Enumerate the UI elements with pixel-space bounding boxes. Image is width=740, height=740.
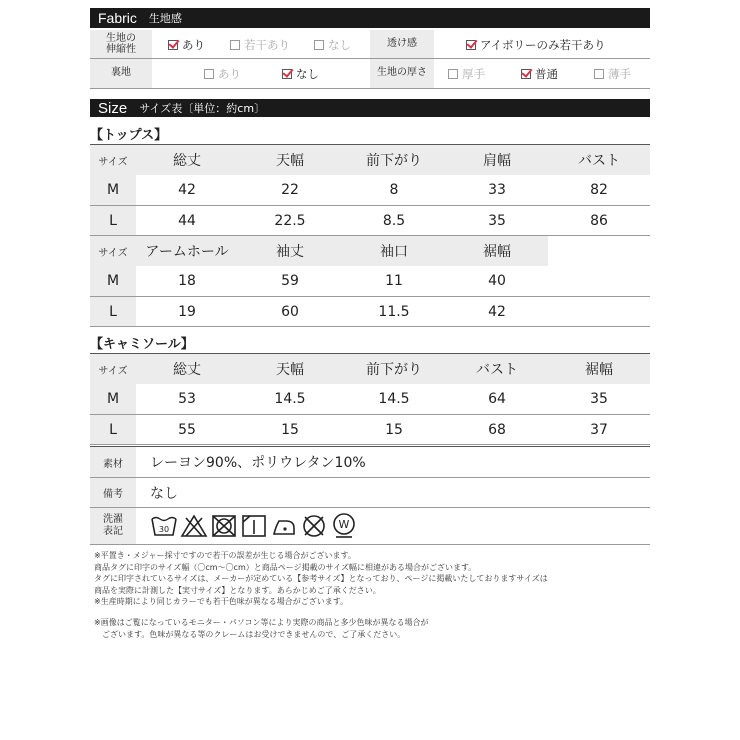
checkbox-icon	[448, 69, 458, 79]
table-cell: 15	[385, 422, 403, 438]
table-cell: 14.5	[274, 391, 306, 407]
sheer-option-ivory[interactable]	[466, 37, 605, 53]
table-cell: 60	[281, 304, 299, 320]
thickness-option-thick[interactable]	[448, 66, 485, 82]
tops-header: 総丈	[173, 153, 201, 169]
wet-clean-icon	[330, 512, 358, 540]
option-label: 普通	[535, 67, 558, 81]
remarks-value: なし	[150, 485, 178, 502]
no-bleach-icon	[180, 512, 208, 540]
stretch-option-none[interactable]	[314, 37, 351, 53]
cami-size-m: M	[106, 391, 120, 407]
table-cell: 55	[178, 422, 196, 438]
wash-30-icon	[150, 512, 178, 540]
option-label: なし	[328, 38, 351, 52]
table-cell: 40	[488, 273, 506, 289]
tops-size-m: M	[106, 182, 120, 198]
table-cell: 19	[178, 304, 196, 320]
option-label: アイボリーのみ若干あり	[480, 38, 606, 52]
stretch-option-ari[interactable]	[168, 37, 205, 53]
tops-size-label: サイズ	[98, 156, 128, 168]
option-label: 厚手	[462, 67, 485, 81]
lining-option-none[interactable]	[282, 66, 319, 82]
checkbox-icon	[594, 69, 604, 79]
checkbox-checked-icon	[521, 69, 531, 79]
no-tumble-dry-icon	[210, 512, 238, 540]
stretch-label-line1: 生地の	[106, 32, 136, 44]
option-label: 若干あり	[244, 38, 290, 52]
table-cell: 42	[178, 182, 196, 198]
fabric-title: Fabric	[98, 10, 137, 26]
table-cell: 64	[488, 391, 506, 407]
tops-size-label-2: サイズ	[98, 247, 128, 259]
table-cell: 11.5	[378, 304, 410, 320]
checkbox-checked-icon	[168, 40, 178, 50]
material-value: レーヨン90%、ポリウレタン10%	[150, 455, 366, 471]
no-dry-clean-icon	[300, 512, 328, 540]
tops-header: 肩幅	[483, 153, 511, 169]
table-cell: 11	[385, 273, 403, 289]
option-label: なし	[296, 67, 319, 81]
iron-low-icon	[270, 512, 298, 540]
note-line: タグに印字されているサイズは、メーカーが定めている【参考サイズ】となっており、ページに掲載いたしておりますサイズは	[94, 574, 548, 583]
table-cell: 35	[488, 213, 506, 229]
fabric-bottom-line	[90, 88, 650, 89]
remarks-label: 備考	[103, 489, 123, 500]
table-cell: 8.5	[382, 213, 406, 229]
checkbox-icon	[230, 40, 240, 50]
notes-block	[94, 550, 654, 608]
tops-header: 袖口	[380, 244, 408, 260]
note-line: ※平置き・メジャー採寸ですので若干の誤差が生じる場合がございます。	[94, 551, 356, 560]
option-label: あり	[182, 38, 205, 52]
sheer-label: 透け感	[387, 38, 417, 50]
option-label: あり	[218, 67, 241, 81]
tops-size-l: L	[109, 304, 117, 320]
cami-header: バスト	[476, 362, 518, 378]
table-cell: 33	[488, 182, 506, 198]
cami-size-label: サイズ	[98, 365, 128, 377]
cami-header: 天幅	[276, 362, 304, 378]
table-cell: 86	[590, 213, 608, 229]
tops-size-l: L	[109, 213, 117, 229]
table-cell: 42	[488, 304, 506, 320]
note-line: ※生産時期により同じカラーでも若干色味が異なる場合がございます。	[94, 597, 349, 606]
cami-header: 前下がり	[366, 362, 422, 378]
notes-block-2	[94, 617, 654, 640]
lining-option-ari[interactable]	[204, 66, 241, 82]
note-line: 商品を実際に計測した【実寸サイズ】となります。あらかじめご了承ください。	[94, 585, 381, 595]
care-symbols	[150, 512, 358, 540]
line-dry-shade-icon	[240, 512, 268, 540]
table-cell: 44	[178, 213, 196, 229]
material-label: 素材	[103, 458, 123, 470]
thickness-option-normal[interactable]	[521, 66, 558, 82]
table-cell: 8	[389, 182, 399, 198]
tops-header: 天幅	[276, 153, 304, 169]
tops-size-m: M	[106, 273, 120, 289]
table-cell: 68	[488, 422, 506, 438]
table-cell: 14.5	[378, 391, 410, 407]
wet-letter-text: W	[338, 518, 350, 531]
table-cell: 37	[590, 422, 608, 438]
tops-header: バスト	[578, 153, 620, 169]
info-bottom-line	[90, 544, 650, 545]
cami-header: 総丈	[173, 362, 201, 378]
tops-header: 袖丈	[276, 244, 304, 260]
fabric-subtitle: 生地感	[148, 12, 182, 25]
care-label	[90, 510, 136, 542]
checkbox-icon	[204, 69, 214, 79]
table-cell: 22	[281, 182, 299, 198]
table-cell: 59	[281, 273, 299, 289]
checkbox-checked-icon	[466, 40, 476, 50]
fabric-header-bar	[90, 8, 650, 28]
tops-heading: 【トップス】	[90, 128, 168, 143]
stretch-label	[90, 31, 152, 57]
tops-header: 裾幅	[483, 244, 511, 260]
note-line: ※画像はご覧になっているモニター・パソコン等により実際の商品と多少色味が異なる場合が	[94, 618, 429, 627]
table-cell: 22.5	[274, 213, 306, 229]
stretch-label-line2: 伸縮性	[106, 44, 136, 55]
size-title: Size	[98, 99, 128, 117]
table-cell: 82	[590, 182, 608, 198]
care-label-line1: 洗濯	[103, 514, 123, 525]
cami-header: 裾幅	[585, 362, 613, 378]
info-row-line	[90, 507, 650, 508]
checkbox-icon	[314, 40, 324, 50]
tops-header: アームホール	[145, 244, 229, 260]
note-line: ございます。色味が異なる等のクレームはお受けできませんので、ご了承ください。	[102, 629, 406, 639]
lining-label: 裏地	[111, 67, 131, 79]
stretch-option-slight[interactable]	[230, 37, 290, 53]
checkbox-checked-icon	[282, 69, 292, 79]
cami-size-l: L	[109, 422, 117, 438]
cami-heading: 【キャミソール】	[90, 337, 194, 352]
wash-temp-text: 30	[158, 525, 170, 534]
care-label-line2: 表記	[103, 526, 123, 537]
table-cell: 18	[178, 273, 196, 289]
option-label: 薄手	[608, 67, 631, 81]
table-cell: 53	[178, 391, 196, 407]
size-header-bar	[90, 99, 650, 117]
tops-header: 前下がり	[366, 153, 422, 169]
table-cell: 15	[281, 422, 299, 438]
note-line: 商品タグに印字のサイズ幅（〇cm〜〇cm）と商品ページ掲載のサイズ幅に相違がある場合がございます。	[94, 562, 477, 572]
size-subtitle: サイズ表〔単位：約cm〕	[139, 102, 266, 115]
table-cell: 35	[590, 391, 608, 407]
thickness-label: 生地の厚さ	[377, 67, 427, 79]
thickness-option-thin[interactable]	[594, 66, 631, 82]
